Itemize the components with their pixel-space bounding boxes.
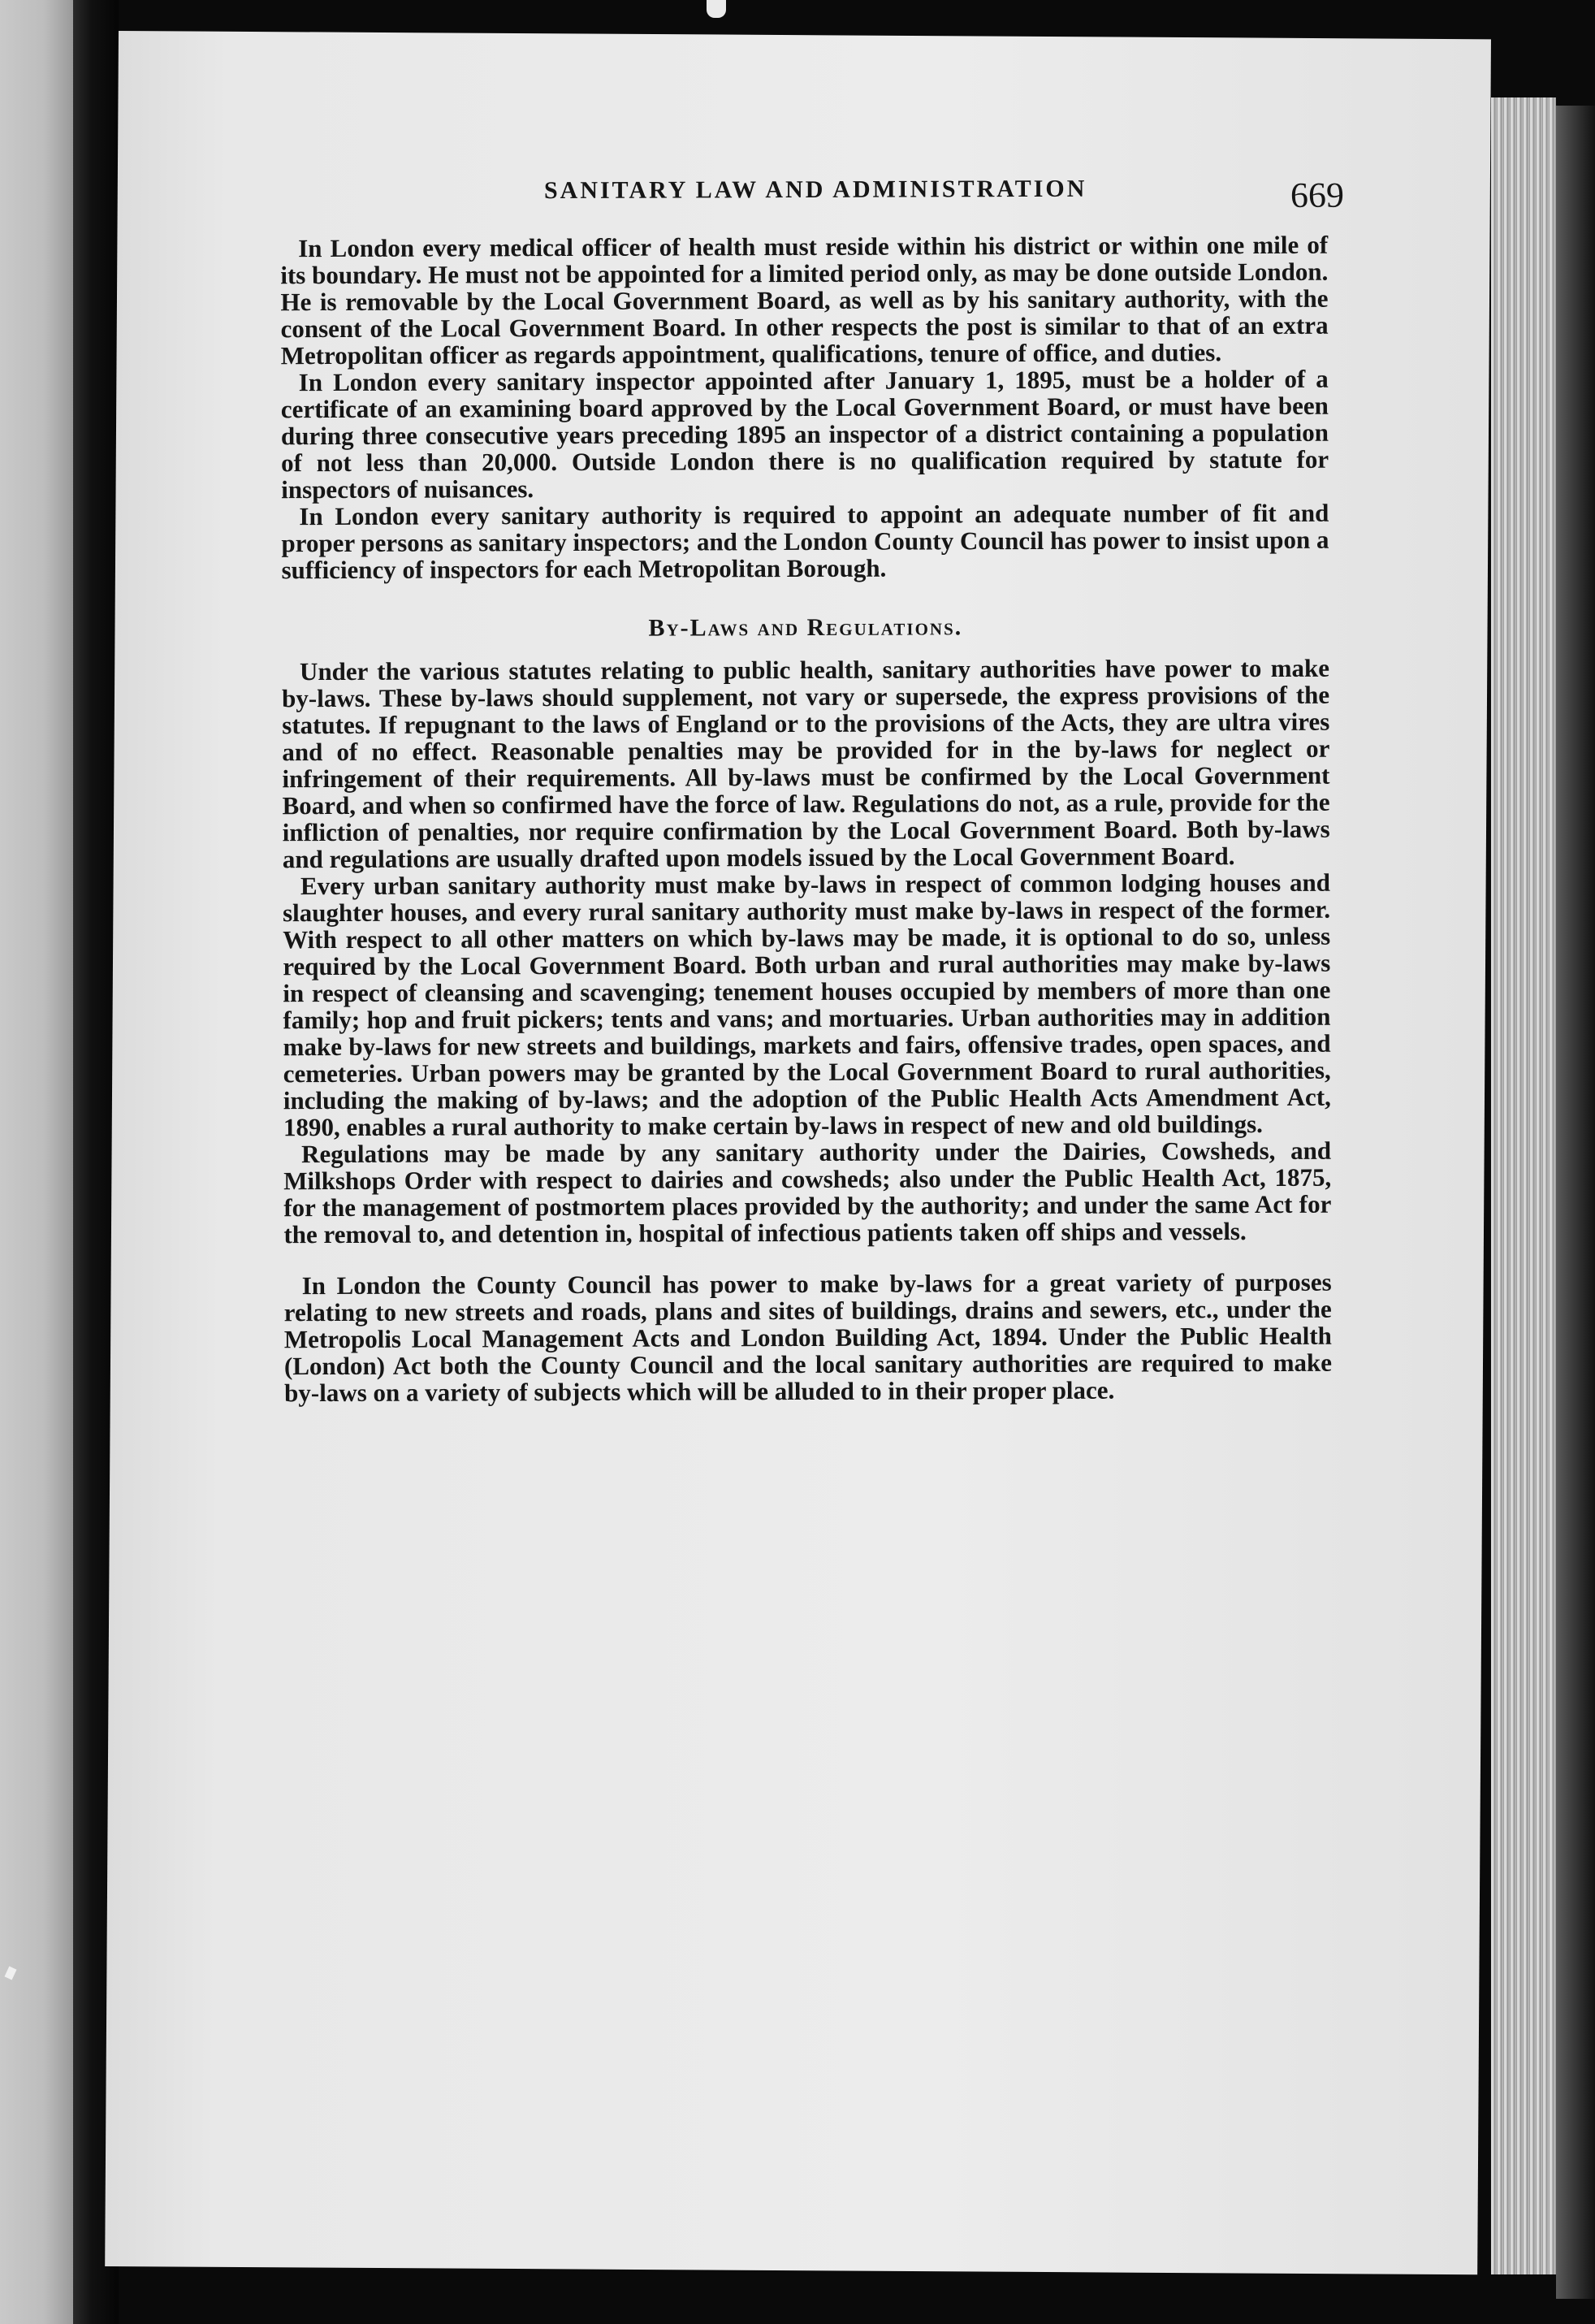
paragraph-sanitary-inspector: In London every sanitary inspector appointed after January 1, 1895, must be a holder of a certificate of an examining board approved by the Local Government Board, or must have been during three consecutive years preceding 1895 an inspector of a district containing a population of not less than 20,000. Outside London there is no qualification required by statute for inspectors of nuisances. <box>280 364 1329 504</box>
book-page <box>105 31 1491 2274</box>
running-title: SANITARY LAW AND ADMINISTRATION <box>543 175 1087 205</box>
page-number: 669 <box>1290 175 1345 215</box>
paragraph-urban-authority: Every urban sanitary authority must make by-laws in respect of common lodging houses and slaughter houses, and every rural sanitary authority must make by-laws in respect of the former. With respect to all other matters on which by-laws may be made, it is optional to do so, unless required by the Local Government Board. Both urban and rural authorities may make by-laws in respect of cleansing and scavenging; tenement houses occupied by members of more than one family; hop and fruit pickers; tents and vans; and mortuaries. Urban authorities may in addition make by-laws for new streets and buildings, markets and fairs, offensive trades, open spaces, and cemeteries. Urban powers may be granted by the Local Government Board to rural authorities, including the making of by-laws; and the adoption of the Public Health Acts Amendment Act, 1890, enables a rural authority to make certain by-laws in respect of new and old buildings. <box>282 868 1331 1142</box>
running-head <box>280 175 1345 236</box>
paragraph-statutes: Under the various statutes relating to public health, sanitary authorities have power to make by-laws. These by-laws should supplement, not vary or supersede, the express provisions of the statutes. If repugnant to the laws of England or to the provisions of the Acts, they are ultra vires and of no effect. Reasonable penalties may be provided for in the by-laws for neglect or infringement of their requirements. All by-laws must be confirmed by the Local Government Board, and when so confirmed have the force of law. Regulations do not, as a rule, provide for the infliction of penalties, nor require confirmation by the Local Government Board. Both by-laws and regulations are usually drafted upon models issued by the Local Government Board. <box>282 653 1330 874</box>
page-edges <box>1491 97 1556 2274</box>
paragraph-county-council: In London the County Council has power to make by-laws for a great variety of purposes relating to new streets and roads, plans and sites of buildings, drains and sewers, etc., under the Metropolis Local Management Acts and London Building Act, 1894. Under the Public Health (London) Act both the County Council and the local sanitary authorities are required to make by-laws on a variety of subjects which will be alluded to in their proper place. <box>283 1267 1333 1408</box>
scan-mark <box>707 0 726 18</box>
paragraph-sanitary-authority: In London every sanitary authority is required to appoint an adequate number of fit and proper persons as sanitary inspectors; and the London County Council has power to insist upon a sufficiency of inspectors for each Metropolitan Borough. <box>281 498 1329 585</box>
section-heading: By-Laws and Regulations. <box>648 613 963 642</box>
page-edges-shadow <box>1556 106 1595 2299</box>
page-content <box>280 175 1345 1408</box>
paragraph-medical-officer: In London every medical officer of health must reside within his district or within one mile of its boundary. He must not be appointed for a limited period only, as may be done outside London. He is removable by the Local Government Board, as well as by his sanitary authority, with the consent of the Local Government Board. In other respects the post is similar to that of an extra Metropolitan officer as regards appointment, qualifications, tenure of office, and duties. <box>280 230 1329 370</box>
paragraph-regulations: Regulations may be made by any sanitary authority under the Dairies, Cowsheds, and Milkshops Order with respect to dairies and cowsheds; also under the Public Health Act, 1875, for the management of postmortem places provided by the authority; and under the same Act for the removal to, and detention in, hospital of infectious patients taken off ships and vessels. <box>283 1136 1332 1249</box>
